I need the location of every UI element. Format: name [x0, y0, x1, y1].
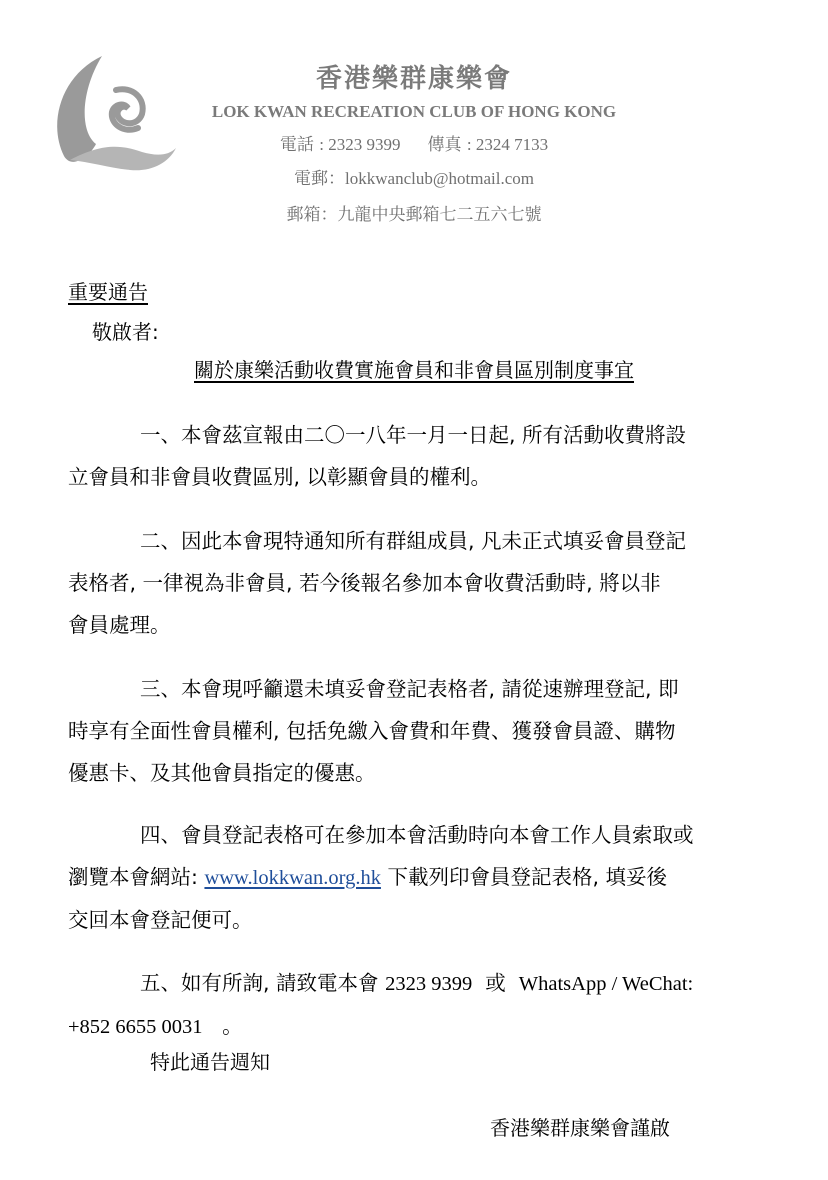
pobox-label: 郵箱： [286, 205, 338, 225]
paragraph-3-line: 三、本會現呼籲還未填妥會登記表格者, 請從速辦理登記, 即 [140, 677, 679, 701]
fax-number: 2324 7133 [475, 135, 549, 154]
paragraph-3-line: 時享有全面性會員權利, 包括免繳入會費和年費、獲發會員證、購物 [68, 719, 676, 743]
paragraph-1 [68, 414, 768, 498]
inquiry-social: WhatsApp / WeChat: [518, 973, 694, 995]
website-suffix: 下載列印會員登記表格, 填妥後 [380, 865, 668, 889]
contact-email [0, 164, 828, 189]
paragraph-2-line: 會員處理。 [68, 613, 171, 637]
notice-subject: 關於康樂活動收費實施會員和非會員區別制度事宜 [194, 358, 634, 382]
closing-remark: 特此通告週知 [150, 1050, 270, 1074]
contact-pobox [0, 200, 828, 225]
paragraph-5-end: 。 [222, 1014, 243, 1038]
paragraph-4-line: 四、會員登記表格可在參加本會活動時向本會工作人員索取或 [140, 823, 694, 847]
paragraph-5 [68, 962, 768, 1048]
email-address: lokkwanclub@hotmail.com [345, 169, 534, 188]
inquiry-phone: 2323 9399 [385, 973, 473, 995]
club-name-chinese: 香港樂群康樂會 [315, 64, 512, 94]
paragraph-4 [68, 814, 768, 941]
paragraph-3-line: 優惠卡、及其他會員指定的優惠。 [68, 761, 376, 785]
salutation: 敬啟者: [92, 320, 159, 344]
paragraph-1-line: 立會員和非會員收費區別, 以彰顯會員的權利。 [68, 465, 492, 489]
signature: 香港樂群康樂會謹啟 [490, 1116, 670, 1140]
paragraph-5-line [68, 1005, 768, 1048]
website-prefix: 瀏覽本會網站: [68, 865, 205, 889]
pobox-address: 九龍中央郵箱七二五六七號 [337, 205, 542, 225]
paragraph-4-line [68, 856, 768, 899]
fax-label: 傳真 [427, 135, 462, 155]
tel-label: 電話 [279, 135, 314, 155]
club-name-english: LOK KWAN RECREATION CLUB OF HONG KONG [211, 102, 617, 121]
paragraph-2 [68, 520, 768, 646]
website-link[interactable]: www.lokkwan.org.hk [204, 867, 381, 889]
paragraph-3 [68, 668, 768, 794]
contact-phone-fax: 電話 : 2323 9399 傳真 : 2324 7133 [279, 135, 549, 155]
paragraph-2-line: 二、因此本會現特通知所有群組成員, 凡未正式填妥會員登記 [140, 529, 687, 553]
paragraph-5-line [68, 962, 768, 1005]
tel-number: 2323 9399 [328, 135, 401, 154]
paragraph-1-line: 一、本會茲宣報由二〇一八年一月一日起, 所有活動收費將設 [140, 423, 687, 447]
notice-title: 重要通告 [68, 280, 148, 304]
inquiry-text: 五、如有所詢, 請致電本會 [140, 971, 386, 995]
inquiry-or: 或 [485, 971, 506, 995]
paragraph-2-line: 表格者, 一律視為非會員, 若今後報名參加本會收費活動時, 將以非 [68, 571, 661, 595]
email-label: 電郵： [294, 169, 346, 189]
paragraph-4-line: 交回本會登記便可。 [68, 908, 253, 932]
whatsapp-number: +852 6655 0031 [68, 1016, 203, 1038]
